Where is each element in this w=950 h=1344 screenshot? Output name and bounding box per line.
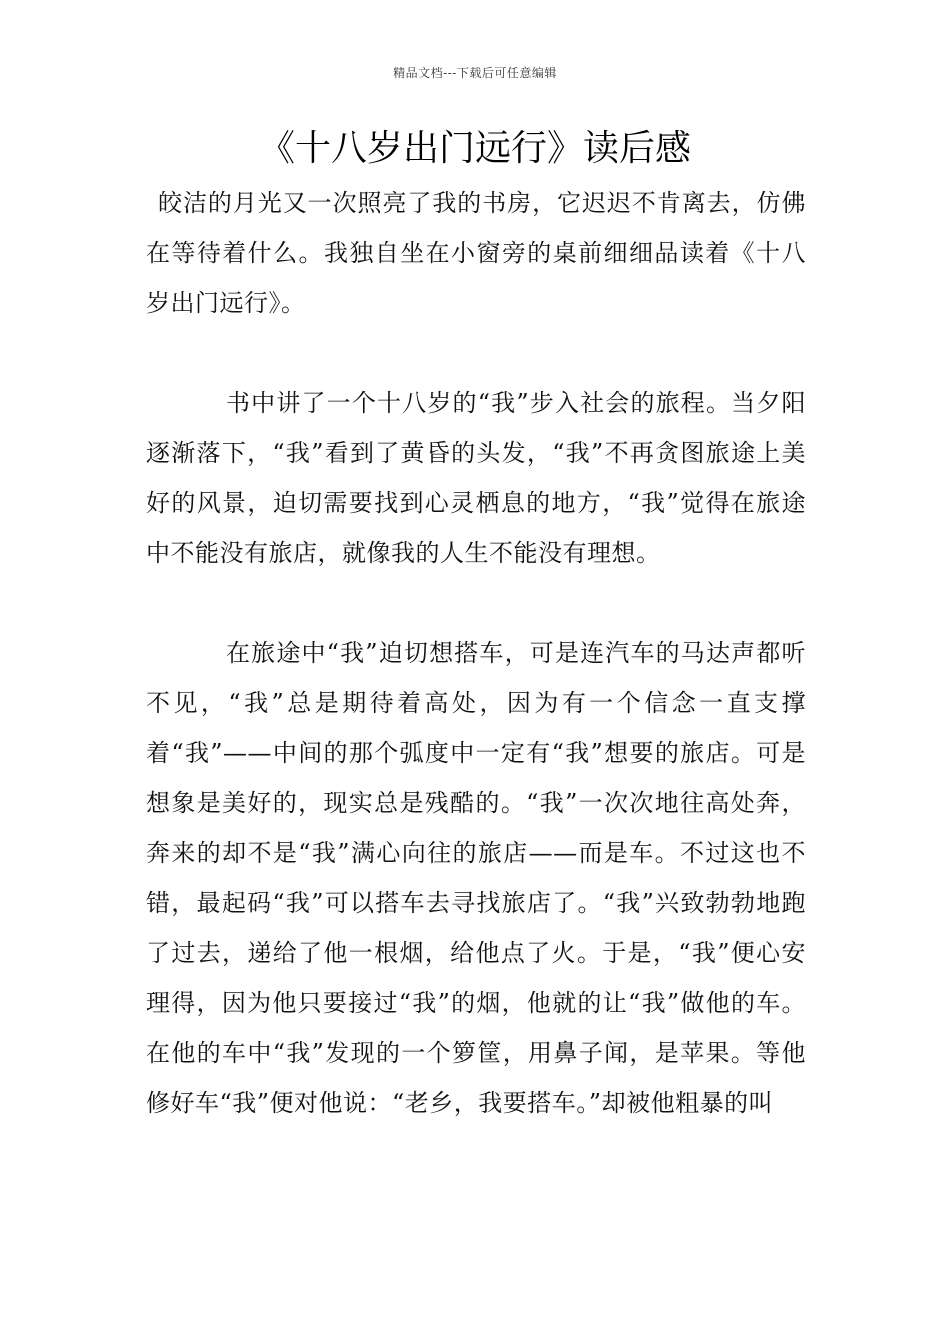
document-body [146, 178, 806, 1128]
header-note: 精品文档---下载后可任意编辑 [393, 66, 557, 80]
paragraph-3: 在旅途中“我”迫切想搭车，可是连汽车的马达声都听不见，“我”总是期待着高处，因为有一个信念一直支撑着“我”——中间的那个弧度中一定有“我”想要的旅店。可是想象是美好的，现实总是残酷的。“我”一次次地往高处奔，奔来的却不是“我”满心向往的旅店——而是车。不过这也不错，最起码“我”可以搭车去寻找旅店了。“我”兴致勃勃地跑了过去，递给了他一根烟，给他点了火。于是，“我”便心安理得，因为他只要接过“我”的烟，他就的让“我”做他的车。在他的车中“我”发现的一个箩筐，用鼻子闻，是苹果。等他修好车“我”便对他说：“老乡，我要搭车。”却被他粗暴的叫 [146, 639, 806, 1117]
document-title: 《十八岁出门远行》读后感 [258, 128, 691, 169]
paragraph-1: 皎洁的月光又一次照亮了我的书房，它迟迟不肯离去，仿佛在等待着什么。我独自坐在小窗旁的桌前细细品读着《十八岁出门远行》。 [146, 189, 806, 317]
paragraph-gap [146, 578, 806, 628]
paragraph-gap [146, 328, 806, 378]
paragraph-2: 书中讲了一个十八岁的“我”步入社会的旅程。当夕阳逐渐落下，“我”看到了黄昏的头发，“我”不再贪图旅途上美好的风景，迫切需要找到心灵栖息的地方，“我”觉得在旅途中不能没有旅店，就像我的人生不能没有理想。 [146, 389, 806, 567]
